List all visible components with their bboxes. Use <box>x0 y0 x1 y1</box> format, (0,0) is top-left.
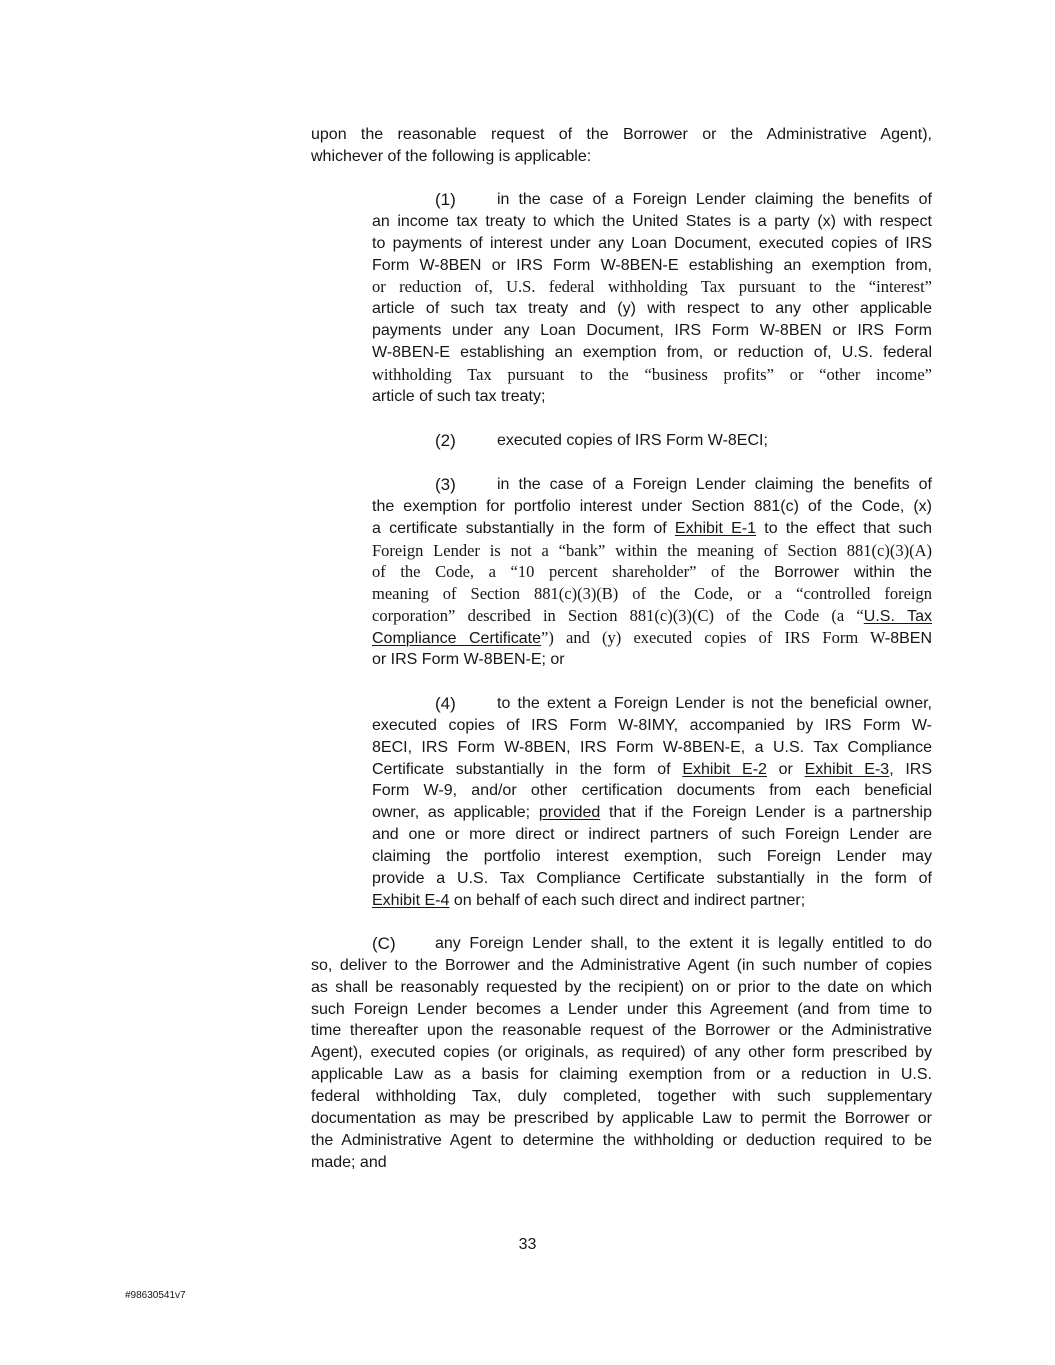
item-2 <box>372 430 932 452</box>
text-line: or IRS Form W-8BEN-E; or <box>372 650 565 668</box>
exhibit-e-1-reference: Exhibit E-1 <box>674 519 757 537</box>
item-4 <box>372 693 932 912</box>
item-label: (3) <box>435 475 456 494</box>
text-line: Agent), executed copies (or originals, as required) of any other form prescribed by <box>311 1044 932 1062</box>
text-line: to the extent a Foreign Lender is not the beneficial owner, <box>497 695 932 712</box>
text-segment: Borrower within the <box>774 564 932 582</box>
exhibit-e-2-reference: Exhibit E-2 <box>682 760 767 778</box>
item-1 <box>372 189 932 408</box>
text-line <box>372 605 932 627</box>
item-label: (4) <box>435 694 456 713</box>
text-segment: to the effect that such <box>756 519 932 537</box>
text-line: claiming the portfolio interest exemption, such Foreign Lender may <box>372 848 932 866</box>
text-line: executed copies of IRS Form W-8IMY, accompanied by IRS Form W- <box>372 716 932 734</box>
item-3 <box>372 474 932 671</box>
defined-term-us-tax-compliance-certificate: Compliance Certificate <box>372 630 542 648</box>
text-segment: or <box>766 760 805 778</box>
item-label: (1) <box>435 190 456 209</box>
text-line: as shall be reasonably requested by the recipient) on or prior to the date on which <box>311 978 932 996</box>
text-line: in the case of a Foreign Lender claiming the benefits of <box>497 476 932 493</box>
text-segment: corporation” described in Section 881(c)(3)(C) of the Code (a “ <box>372 606 864 626</box>
clause-c <box>311 933 932 1173</box>
text-segment: of the Code, a “10 percent shareholder” of the <box>372 562 775 582</box>
text-line: article of such tax treaty and (y) with respect to any other applicable <box>372 300 932 318</box>
text-line: or reduction of, U.S. federal withholding Tax pursuant to the “interest” <box>372 277 932 297</box>
exhibit-e-3-reference: Exhibit E-3 <box>804 760 890 778</box>
text-line: made; and <box>311 1153 387 1171</box>
page-number: 33 <box>518 1236 537 1253</box>
text-line: Form W-9, and/or other certification documents from each beneficial <box>372 782 932 800</box>
text-line: Form W-8BEN or IRS Form W-8BEN-E establishing an exemption from, <box>372 256 932 274</box>
item-label: (2) <box>435 431 456 450</box>
text-line: in the case of a Foreign Lender claiming the benefits of <box>497 191 932 208</box>
exhibit-e-4-reference: Exhibit E-4 <box>372 891 450 909</box>
provided-term: provided <box>538 804 601 822</box>
text-line: whichever of the following is applicable: <box>311 147 592 165</box>
text-line: to payments of interest under any Loan Document, executed copies of IRS <box>372 234 932 252</box>
text-line: the exemption for portfolio interest under Section 881(c) of the Code, (x) <box>372 497 932 515</box>
text-segment: on behalf of each such direct and indirect partner; <box>449 891 806 909</box>
text-segment: 8BEN <box>890 630 932 648</box>
text-line: time thereafter upon the reasonable request of the Borrower or the Administrative <box>311 1022 932 1040</box>
text-line: W-8BEN-E establishing an exemption from, or reduction of, U.S. federal <box>372 344 932 362</box>
text-line: upon the reasonable request of the Borrower or the Administrative Agent), <box>311 126 932 143</box>
text-segment: a certificate substantially in the form of <box>372 519 675 537</box>
document-id: #98630541v7 <box>125 1290 186 1301</box>
intro-paragraph <box>311 124 932 168</box>
text-line: documentation as may be prescribed by applicable Law to permit the Borrower or <box>311 1109 932 1127</box>
text-line: so, deliver to the Borrower and the Administrative Agent (in such number of copies <box>311 956 932 974</box>
clause-label: (C) <box>372 934 396 953</box>
text-line: payments under any Loan Document, IRS Form W-8BEN or IRS Form <box>372 322 932 340</box>
text-line: any Foreign Lender shall, to the extent it is legally entitled to do <box>435 935 932 952</box>
text-line <box>372 890 932 912</box>
text-line: such Foreign Lender becomes a Lender under this Agreement (and from time to <box>311 1000 932 1018</box>
text-line: federal withholding Tax, duly completed, together with such supplementary <box>311 1088 932 1106</box>
text-line: the Administrative Agent to determine the withholding or deduction required to be <box>311 1131 932 1149</box>
text-segment: Certificate substantially in the form of <box>372 760 683 778</box>
text-line: article of such tax treaty; <box>372 387 546 405</box>
text-line: an income tax treaty to which the United States is a party (x) with respect <box>372 212 932 230</box>
text-line: withholding Tax pursuant to the “business profits” or “other income” <box>372 364 932 384</box>
text-line <box>372 518 932 540</box>
text-line: Foreign Lender is not a “bank” within the meaning of Section 881(c)(3)(A) <box>372 540 932 560</box>
text-line: executed copies of IRS Form W-8ECI; <box>497 432 768 449</box>
text-line: and one or more direct or indirect partners of such Foreign Lender are <box>372 826 932 844</box>
text-line <box>372 802 932 824</box>
text-segment: , IRS <box>889 760 933 778</box>
text-line: applicable Law as a basis for claiming exemption from or a reduction in U.S. <box>311 1066 932 1084</box>
text-segment: ”) and (y) executed copies of IRS Form W- <box>541 628 891 648</box>
text-line: 8ECI, IRS Form W-8BEN, IRS Form W-8BEN-E, a U.S. Tax Compliance <box>372 738 932 756</box>
text-line <box>372 759 932 781</box>
text-segment: owner, as applicable; <box>372 804 539 822</box>
defined-term-us-tax-compliance-certificate: U.S. Tax <box>863 608 932 626</box>
text-line: meaning of Section 881(c)(3)(B) of the Code, or a “controlled foreign <box>372 584 932 604</box>
text-line: provide a U.S. Tax Compliance Certificate substantially in the form of <box>372 869 932 887</box>
text-line <box>372 561 932 583</box>
text-line <box>372 627 932 649</box>
text-segment: that if the Foreign Lender is a partnership <box>600 804 933 822</box>
